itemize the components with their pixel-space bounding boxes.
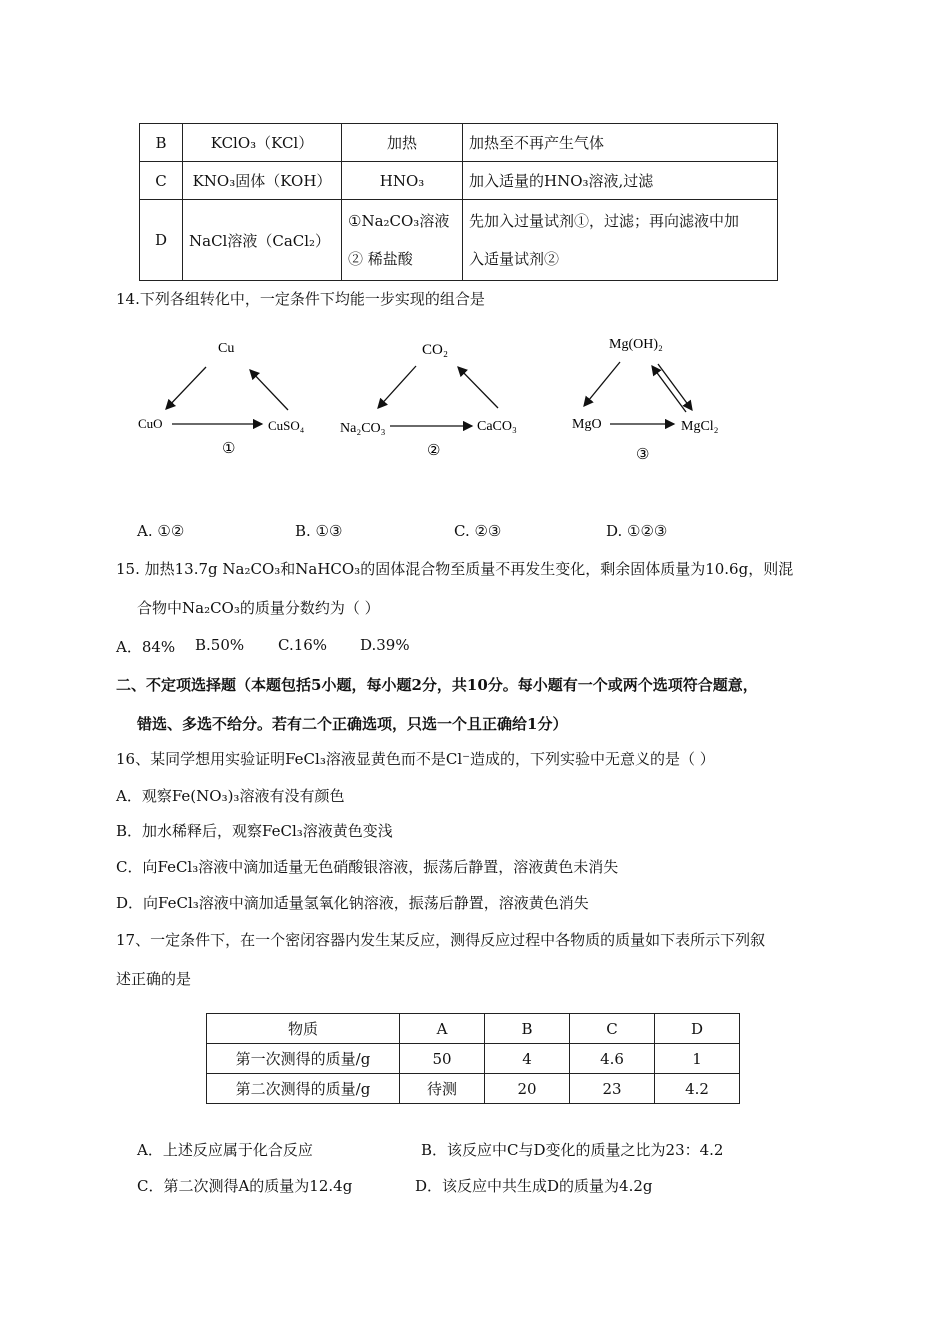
substance-cell: NaCl溶液（CaCl₂） [183, 200, 342, 281]
q16-option-b: B．加水稀释后，观察FeCl₃溶液黄色变浅 [116, 822, 393, 840]
diagram-2-right: CaCO₃ [477, 419, 517, 434]
diagram-2-top: CO₂ [422, 342, 449, 358]
q16-option-c: C．向FeCl₃溶液中滴加适量无色硝酸银溶液，振荡后静置，溶液黄色未消失 [116, 858, 619, 876]
q16-option-d: D．向FeCl₃溶液中滴加适量氢氧化钠溶液，振荡后静置，溶液黄色消失 [116, 894, 589, 912]
q14-diagrams [120, 320, 820, 470]
row-label: D [140, 200, 183, 281]
diagram-2-left: Na₂CO₃ [340, 421, 386, 436]
header-cell: 物质 [207, 1014, 400, 1044]
cell: 4.6 [570, 1044, 655, 1074]
row-label: C [140, 162, 183, 200]
row-label: 第二次测得的质量/g [207, 1074, 400, 1104]
diagram-1-label: ① [222, 441, 236, 457]
q17-line1: 17、一定条件下，在一个密闭容器内发生某反应，测得反应过程中各物质的质量如下表所示下列叙 [116, 931, 766, 949]
q15-line1: 15. 加热13.7g Na₂CO₃和NaHCO₃的固体混合物至质量不再发生变化，剩余固体质量为10.6g，则混 [116, 560, 794, 578]
q15-option-b: B.50% [195, 636, 245, 654]
diagram-1-top: Cu [218, 341, 235, 356]
header-cell: A [400, 1014, 485, 1044]
arrow [378, 366, 416, 408]
diagram-3 [572, 337, 719, 463]
cell: 4 [485, 1044, 570, 1074]
q14-option-c: C. ②③ [454, 522, 502, 540]
substance-cell: KNO₃固体（KOH） [183, 162, 342, 200]
q16-stem: 16、某同学想用实验证明FeCl₃溶液显黄色而不是Cl⁻造成的，下列实验中无意义的是（ ） [116, 750, 715, 768]
section2-heading: 二、不定项选择题（本题包括5小题，每小题2分，共10分。每小题有一个或两个选项符合题意， [116, 676, 758, 694]
reagent-table [139, 123, 778, 281]
cell: 1 [655, 1044, 740, 1074]
diagram-3-label: ③ [636, 447, 650, 463]
arrow [458, 367, 498, 408]
reagent-cell: 加热 [342, 124, 463, 162]
diagram-1-left: CuO [138, 416, 163, 431]
row-label: 第一次测得的质量/g [207, 1044, 400, 1074]
cell: 20 [485, 1074, 570, 1104]
method-cell [463, 200, 778, 281]
method-line: 入适量试剂② [469, 250, 560, 268]
q15-option-a: A．84% [116, 638, 176, 656]
table-header-row [207, 1014, 740, 1044]
q17-option-a: A．上述反应属于化合反应 [137, 1141, 313, 1159]
arrow [584, 362, 620, 406]
reagent-cell: HNO₃ [342, 162, 463, 200]
cell: 待测 [400, 1074, 485, 1104]
table-row [207, 1044, 740, 1074]
table-row [140, 162, 778, 200]
row-label: B [140, 124, 183, 162]
header-cell: C [570, 1014, 655, 1044]
q14-option-a: A. ①② [137, 522, 185, 540]
arrow [658, 364, 692, 410]
q14-stem: 14.下列各组转化中，一定条件下均能一步实现的组合是 [116, 290, 485, 308]
arrow [652, 366, 686, 412]
arrow [166, 367, 206, 409]
q17-option-c: C．第二次测得A的质量为12.4g [137, 1177, 353, 1195]
table-row [140, 124, 778, 162]
q16-option-a: A．观察Fe(NO₃)₃溶液有没有颜色 [116, 787, 345, 805]
diagram-3-right: MgCl₂ [681, 419, 719, 434]
substance-cell: KClO₃（KCl） [183, 124, 342, 162]
method-cell: 加热至不再产生气体 [463, 124, 778, 162]
q17-option-b: B．该反应中C与D变化的质量之比为23：4.2 [421, 1141, 724, 1159]
q15-option-d: D.39% [360, 636, 410, 654]
method-line: 先加入过量试剂①，过滤；再向滤液中加 [469, 212, 740, 230]
diagram-3-top: Mg(OH)₂ [609, 337, 663, 352]
diagram-3-left: MgO [572, 417, 602, 432]
diagram-2-label: ② [427, 443, 441, 459]
table-row [207, 1074, 740, 1104]
q15-option-c: C.16% [278, 636, 328, 654]
q17-line2: 述正确的是 [116, 970, 192, 988]
q15-line2: 合物中Na₂CO₃的质量分数约为（ ） [137, 599, 380, 617]
header-cell: D [655, 1014, 740, 1044]
cell: 23 [570, 1074, 655, 1104]
cell: 50 [400, 1044, 485, 1074]
mass-table [206, 1013, 740, 1104]
header-cell: B [485, 1014, 570, 1044]
table-row [140, 200, 778, 281]
reagent-line: ①Na₂CO₃溶液 [348, 212, 450, 230]
diagram-1-right: CuSO₄ [268, 418, 305, 433]
arrow [250, 370, 288, 410]
diagram-1 [138, 341, 305, 457]
q14-option-d: D. ①②③ [606, 522, 668, 540]
reagent-cell [342, 200, 463, 281]
method-cell: 加入适量的HNO₃溶液,过滤 [463, 162, 778, 200]
q17-option-d: D．该反应中共生成D的质量为4.2g [415, 1177, 653, 1195]
section2-note: 错选、多选不给分。若有二个正确选项，只选一个且正确给1分） [137, 715, 568, 733]
cell: 4.2 [655, 1074, 740, 1104]
diagram-2 [340, 342, 517, 459]
reagent-line: ② 稀盐酸 [348, 250, 413, 268]
q14-option-b: B. ①③ [295, 522, 343, 540]
